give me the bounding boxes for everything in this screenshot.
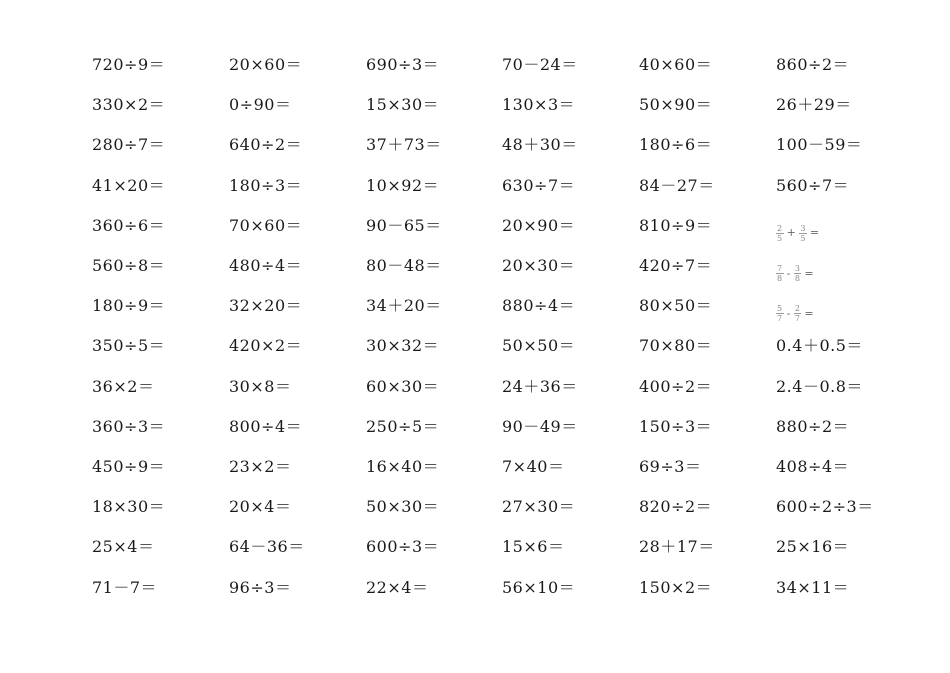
math-problem: 810÷9＝	[639, 215, 713, 235]
math-problem: 30×8＝	[229, 376, 292, 396]
math-problem: 26＋29＝	[776, 95, 852, 115]
math-problem: 360÷6＝	[92, 215, 166, 235]
problem-row	[0, 407, 950, 447]
math-problem: 600÷2÷3＝	[776, 497, 874, 517]
fraction-denominator: 5	[777, 233, 783, 243]
math-problem: 7×40＝	[502, 457, 565, 476]
math-problem: 560÷8＝	[92, 256, 166, 275]
math-problem: 450÷9＝	[92, 457, 166, 476]
math-problem: 180÷6＝	[639, 135, 713, 155]
math-problem: 20×90＝	[502, 215, 576, 235]
math-problem: 27×30＝	[502, 497, 576, 517]
math-problem: 25×4＝	[92, 537, 155, 557]
math-problem: 50×30＝	[366, 497, 440, 517]
math-problem: 50×90＝	[639, 95, 713, 115]
math-problem: 150×2＝	[639, 577, 713, 597]
problem-row	[0, 166, 950, 206]
math-problem: 36×2＝	[92, 376, 155, 396]
math-problem: 408÷4＝	[776, 457, 850, 476]
fraction-numerator: 2	[777, 223, 783, 233]
operator-symbol: -	[786, 266, 791, 280]
fraction-denominator: 7	[794, 314, 801, 324]
math-problem: 24＋36＝	[502, 376, 578, 396]
math-problem: 400÷2＝	[639, 376, 713, 396]
math-problem: 360÷3＝	[92, 416, 166, 436]
equals-symbol: =	[804, 266, 815, 280]
math-problem: 25×16＝	[776, 537, 850, 557]
math-problem: 20×4＝	[229, 497, 292, 517]
problem-row	[0, 487, 950, 527]
fraction	[776, 224, 784, 243]
fraction-denominator: 8	[777, 274, 783, 283]
fraction-numerator: 7	[777, 264, 783, 273]
math-problem: 10×92＝	[366, 175, 440, 195]
math-problem: 71－7＝	[92, 577, 158, 597]
fraction	[776, 264, 784, 283]
fraction-numerator: 3	[794, 264, 801, 273]
math-problem: 720÷9＝	[92, 55, 166, 74]
math-problem: 80－48＝	[366, 256, 442, 275]
fraction	[776, 304, 784, 323]
fraction-denominator: 8	[794, 274, 801, 283]
fraction	[794, 264, 802, 283]
math-problem: 480÷4＝	[229, 256, 303, 275]
math-problem: 100－59＝	[776, 135, 863, 155]
math-problem: 23×2＝	[229, 457, 292, 476]
problem-row	[0, 125, 950, 165]
math-problem: 330×2＝	[92, 95, 166, 115]
math-problem: 350÷5＝	[92, 336, 166, 356]
problem-row	[0, 527, 950, 567]
math-problem: 32×20＝	[229, 296, 303, 316]
math-problem: 64－36＝	[229, 537, 305, 557]
math-problem: 50×50＝	[502, 336, 576, 356]
math-problem: 820÷2＝	[639, 497, 713, 517]
math-problem: 560÷7＝	[776, 175, 850, 195]
math-problem: 69÷3＝	[639, 457, 702, 476]
math-problem: 180÷9＝	[92, 296, 166, 316]
operator-symbol: -	[786, 306, 791, 320]
math-problem: 84－27＝	[639, 175, 715, 195]
math-problem: 880÷4＝	[502, 296, 576, 316]
problem-row	[0, 206, 950, 246]
math-problem: 630÷7＝	[502, 175, 576, 195]
math-problem: 16×40＝	[366, 457, 440, 476]
math-problem: 0÷90＝	[229, 95, 292, 115]
math-problem: 420×2＝	[229, 336, 303, 356]
math-problem: 20×60＝	[229, 55, 303, 74]
problem-row	[0, 246, 950, 286]
problem-row	[0, 45, 950, 85]
problem-row	[0, 447, 950, 487]
math-problem: 90－65＝	[366, 215, 442, 235]
problem-row	[0, 286, 950, 326]
math-problem: 70×80＝	[639, 336, 713, 356]
math-problem: 40×60＝	[639, 55, 713, 74]
math-problem: 96÷3＝	[229, 577, 292, 597]
fraction-problem	[776, 206, 820, 246]
problem-row	[0, 367, 950, 407]
math-problem: 600÷3＝	[366, 537, 440, 557]
math-problem: 880÷2＝	[776, 416, 850, 436]
math-problem: 34＋20＝	[366, 296, 442, 316]
fraction-problem	[776, 246, 814, 286]
math-problem: 22×4＝	[366, 577, 429, 597]
fraction	[799, 224, 807, 243]
math-problem: 70－24＝	[502, 55, 578, 74]
math-problem: 30×32＝	[366, 336, 440, 356]
math-problem: 640÷2＝	[229, 135, 303, 155]
math-problem: 150÷3＝	[639, 416, 713, 436]
math-problem: 15×6＝	[502, 537, 565, 557]
math-problem: 280÷7＝	[92, 135, 166, 155]
math-problem: 90－49＝	[502, 416, 578, 436]
math-problem: 18×30＝	[92, 497, 166, 517]
equals-symbol: =	[809, 226, 820, 240]
fraction	[794, 304, 802, 323]
fraction-numerator: 5	[777, 304, 783, 314]
math-problem: 34×11＝	[776, 577, 850, 597]
problem-row	[0, 568, 950, 608]
fraction-problem	[776, 286, 814, 326]
math-problem: 80×50＝	[639, 296, 713, 316]
math-problem: 70×60＝	[229, 215, 303, 235]
math-problem: 420÷7＝	[639, 256, 713, 275]
math-problem: 60×30＝	[366, 376, 440, 396]
math-problem: 48＋30＝	[502, 135, 578, 155]
math-problem: 56×10＝	[502, 577, 576, 597]
math-problem: 41×20＝	[92, 175, 166, 195]
math-problem: 0.4＋0.5＝	[776, 336, 863, 356]
problem-row	[0, 85, 950, 125]
problem-row	[0, 326, 950, 366]
math-problem: 860÷2＝	[776, 55, 850, 74]
equals-symbol: =	[804, 306, 815, 320]
math-problem: 180÷3＝	[229, 175, 303, 195]
fraction-numerator: 3	[800, 223, 806, 233]
math-problem: 28＋17＝	[639, 537, 715, 557]
operator-symbol: +	[786, 226, 797, 240]
fraction-numerator: 2	[794, 304, 801, 314]
math-problem: 130×3＝	[502, 95, 576, 115]
math-problem: 15×30＝	[366, 95, 440, 115]
math-problem: 690÷3＝	[366, 55, 440, 74]
math-problem: 250÷5＝	[366, 416, 440, 436]
math-problem: 2.4－0.8＝	[776, 376, 863, 396]
math-problem: 20×30＝	[502, 256, 576, 275]
fraction-denominator: 7	[777, 314, 783, 324]
math-problem: 37＋73＝	[366, 135, 442, 155]
math-problem: 800÷4＝	[229, 416, 303, 436]
fraction-denominator: 5	[800, 233, 806, 243]
